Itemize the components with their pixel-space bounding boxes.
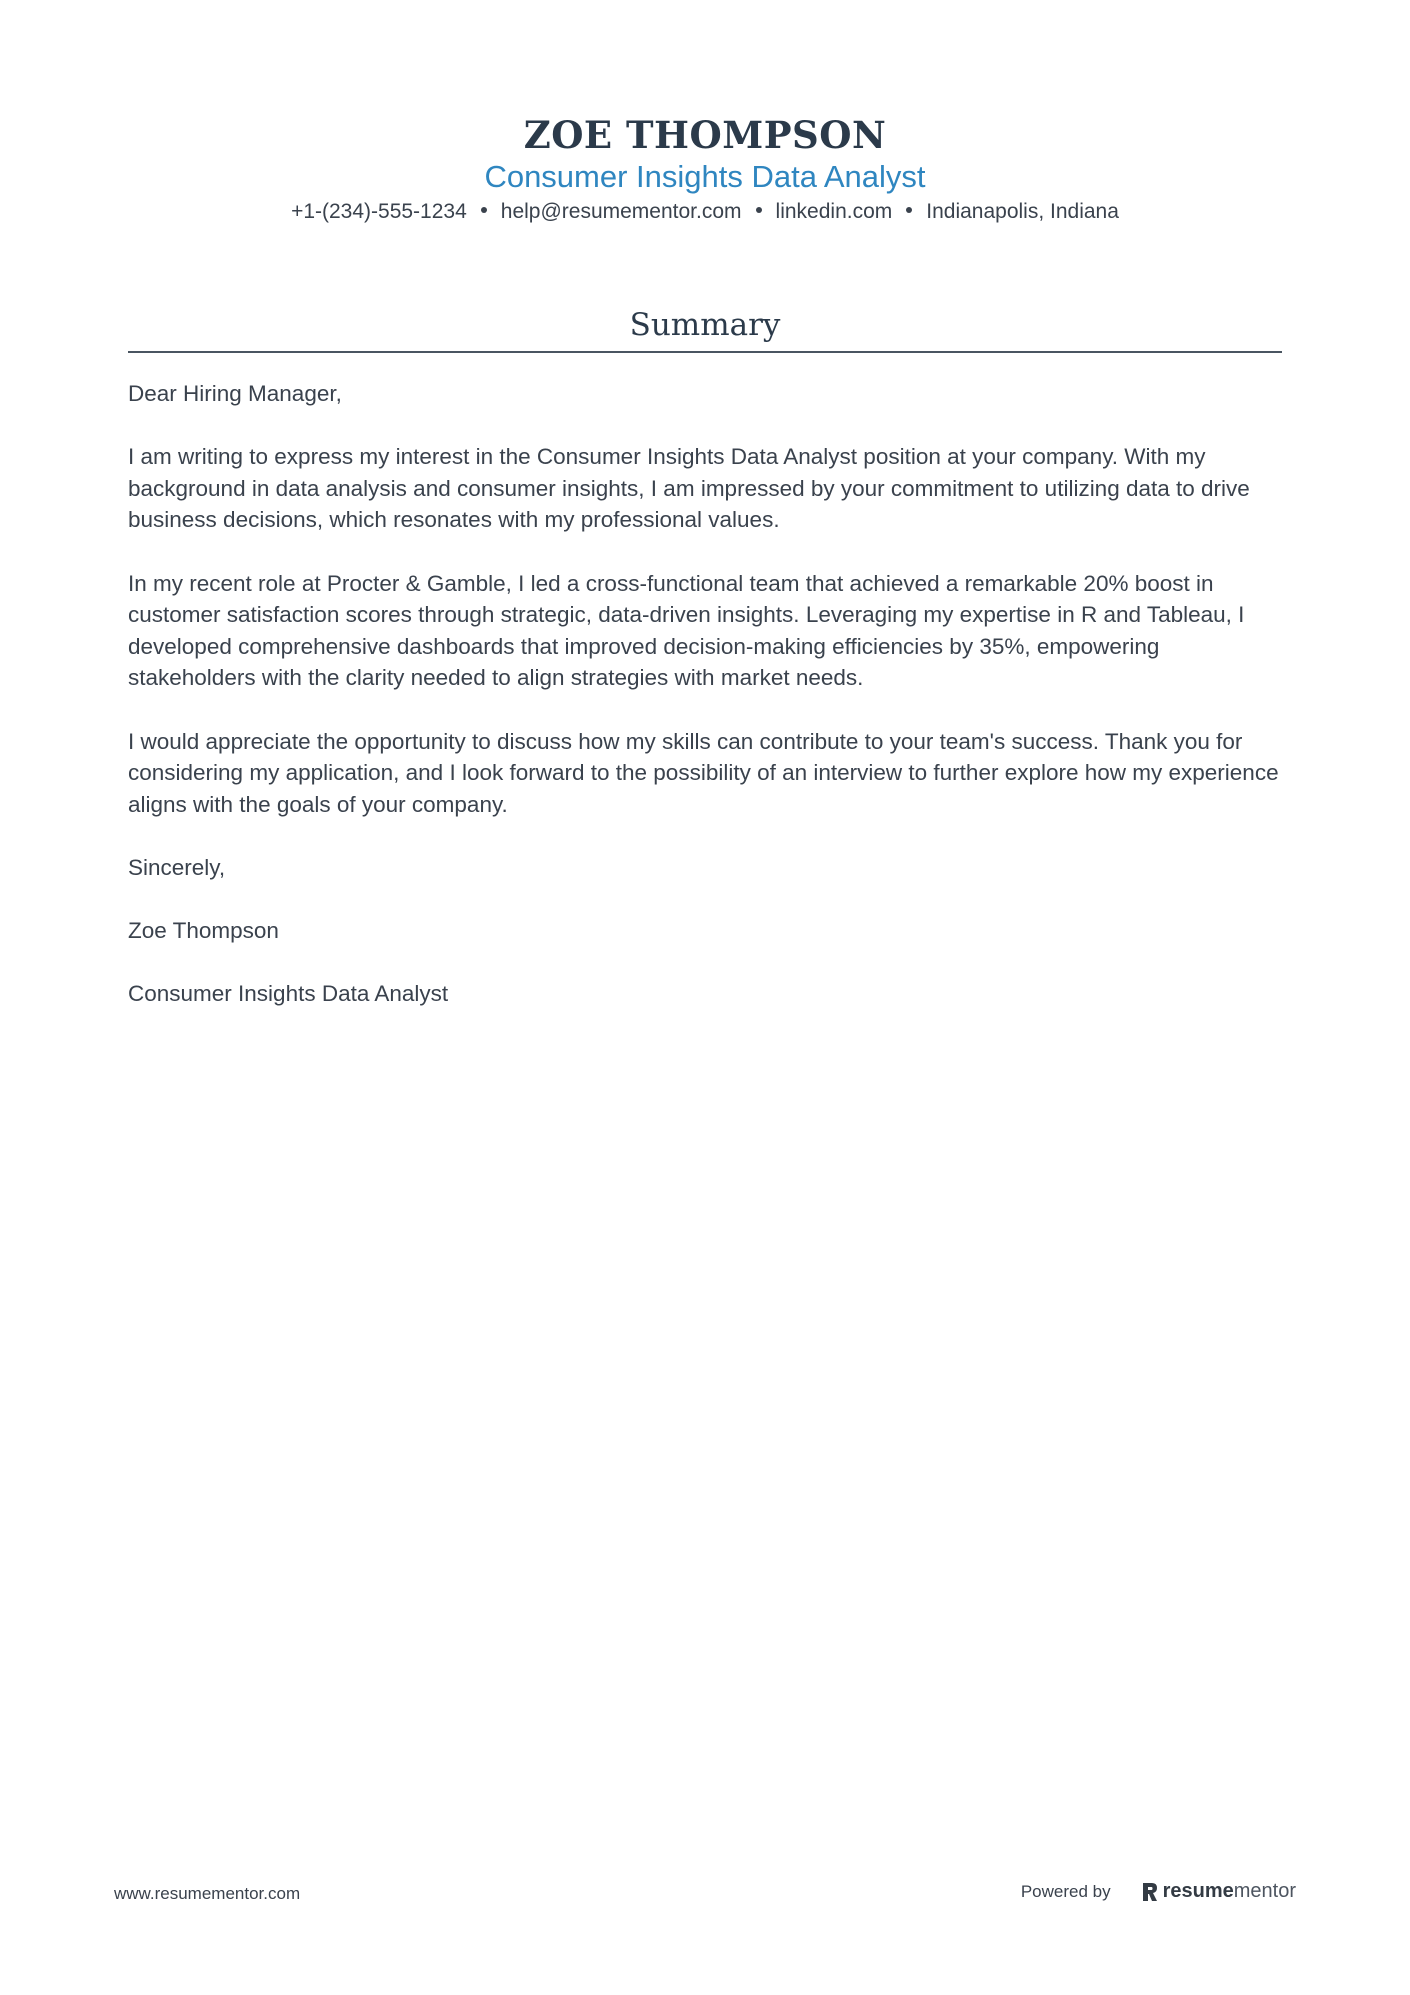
bullet-separator [906, 207, 912, 213]
letter-body [128, 378, 1282, 1041]
signature-name: Zoe Thompson [128, 918, 279, 944]
resumementor-logo[interactable] [1141, 1880, 1296, 1903]
contact-location: Indianapolis, Indiana [926, 200, 1119, 223]
applicant-name: ZOE THOMPSON [523, 113, 887, 157]
signature-title: Consumer Insights Data Analyst [128, 981, 449, 1007]
resumementor-logo-icon [1141, 1881, 1159, 1903]
logo-text-bold: resume [1162, 1880, 1234, 1902]
bullet-separator [481, 207, 487, 213]
footer-branding [1021, 1880, 1296, 1903]
closing-salutation: Sincerely, [128, 854, 226, 880]
contact-line [0, 198, 1410, 226]
paragraph-experience: In my recent role at Procter & Gamble, I led a cross-functional team that achieved a remarkable 20% boost in customer satisfaction scores through strategic, data-driven insights. Leveraging my expertise in R and Tableau, I developed comprehensive dashboards that improved decision-making efficiencies by 35%, empowering stakeholders with the clarity needed to align strategies with market needs. [128, 570, 1245, 691]
bullet-separator [756, 207, 762, 213]
contact-email[interactable]: help@resumementor.com [500, 200, 742, 223]
greeting: Dear Hiring Manager, [128, 381, 342, 406]
section-divider [128, 351, 1282, 353]
logo-text-light: mentor [1233, 1880, 1296, 1902]
powered-by-label: Powered by [1020, 1881, 1111, 1901]
footer-website-link[interactable]: www.resumementor.com [114, 1884, 301, 1903]
header [0, 112, 1410, 226]
contact-phone: +1-(234)-555-1234 [291, 200, 467, 223]
job-title: Consumer Insights Data Analyst [484, 159, 926, 194]
paragraph-closing: I would appreciate the opportunity to discuss how my skills can contribute to your team's success. Thank you for considering my application, and I look forward to the possibility of an interview to further explore how my experience aligns with the goals of your company. [128, 728, 1279, 817]
paragraph-intro: I am writing to express my interest in the Consumer Insights Data Analyst position at your company. With my background in data analysis and consumer insights, I am impressed by your commitment to utilizing data to drive business decisions, which resonates with my professional values. [128, 444, 1250, 533]
section-title: Summary [629, 307, 781, 343]
contact-linkedin[interactable]: linkedin.com [775, 200, 893, 223]
